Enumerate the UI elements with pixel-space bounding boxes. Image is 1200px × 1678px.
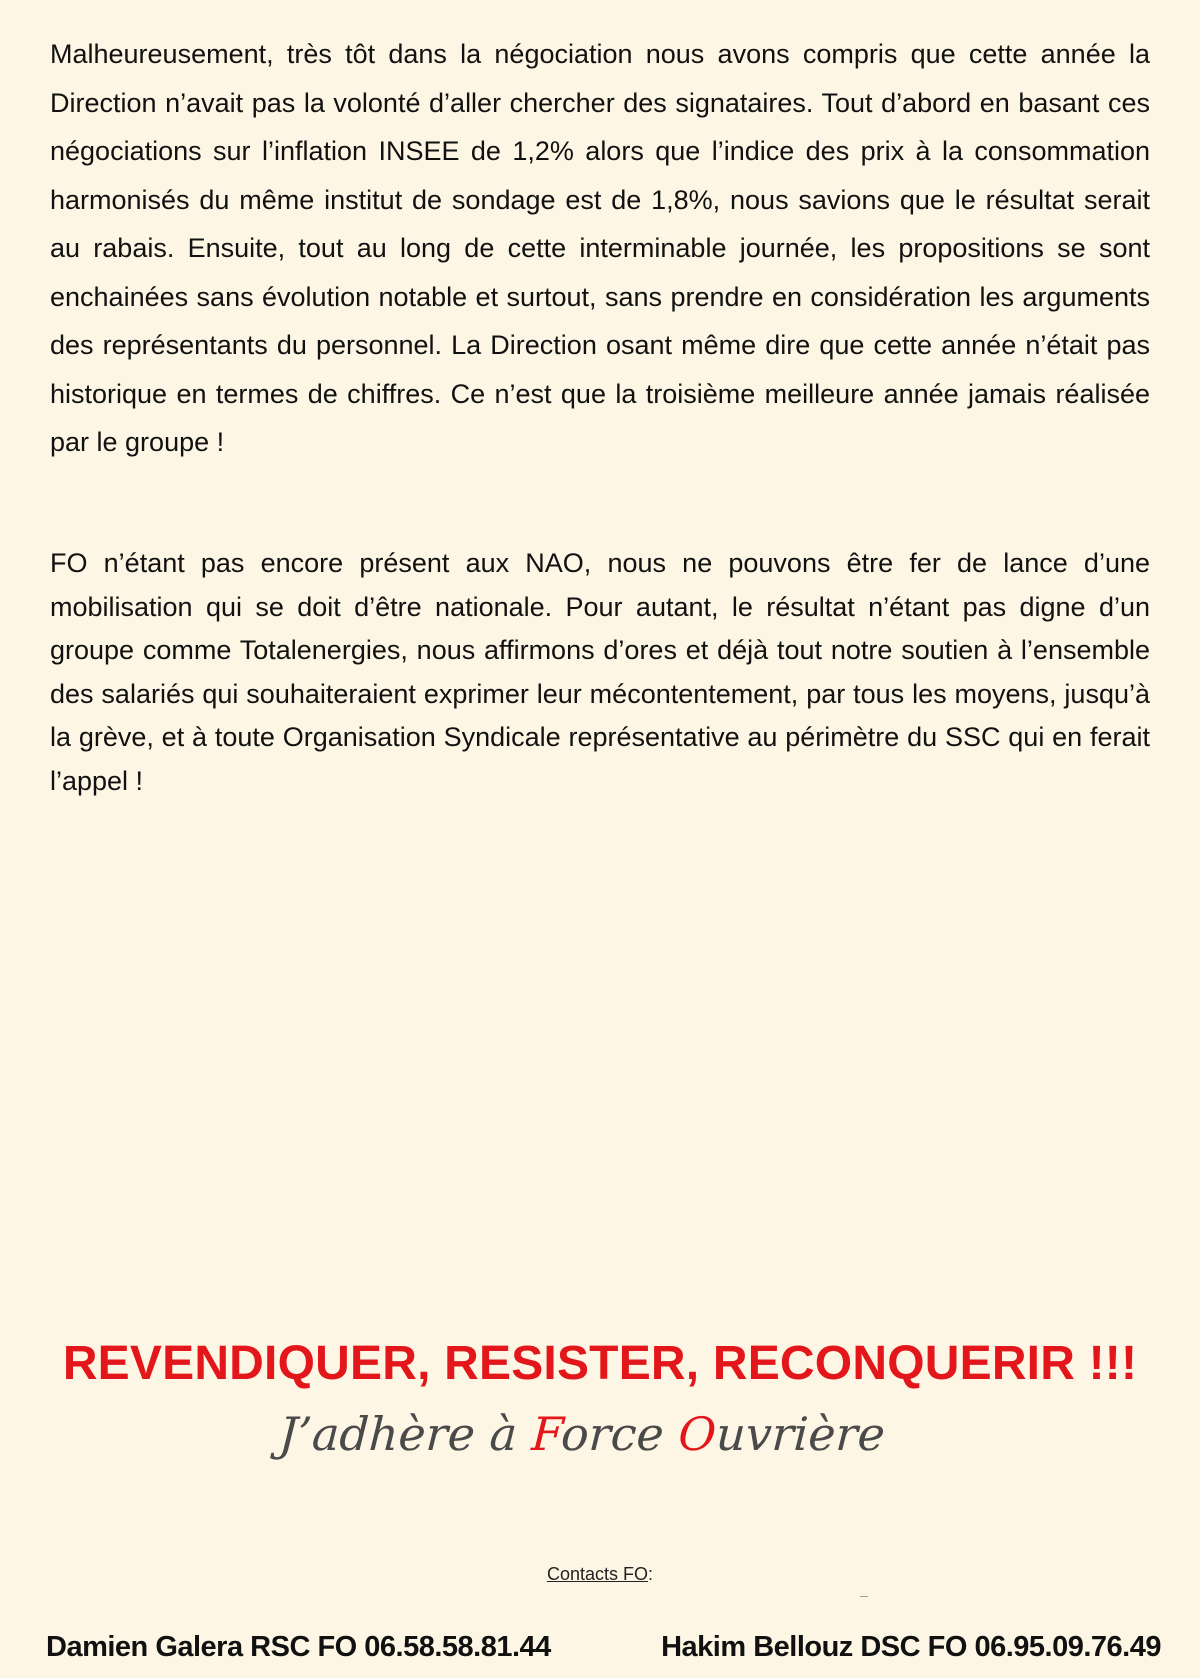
decorative-dash [860, 1596, 868, 1597]
tagline-part-2: orce [559, 1407, 680, 1461]
tagline-part-1: J’adhère à [277, 1407, 534, 1461]
tagline-join-fo [0, 1404, 1184, 1464]
contact-damien-galera: Damien Galera RSC FO 06.58.58.81.44 [46, 1631, 551, 1663]
tagline-letter-o: O [677, 1407, 718, 1461]
contacts-label-colon: : [648, 1564, 654, 1584]
contacts-label-text: Contacts FO [546, 1564, 648, 1584]
contact-hakim-bellouz: Hakim Bellouz DSC FO 06.95.09.76.49 [661, 1631, 1161, 1663]
tagline-part-3: uvrière [714, 1407, 887, 1461]
paragraph-negotiation: Malheureusement, très tôt dans la négociation nous avons compris que cette année la Direction n’avait pas la volonté d’aller chercher des signataires. Tout d’abord en basant ces négociations sur l’inflation INSEE de 1,2% alors que l’indice des prix à la consommation harmonisés du même institut de sondage est de 1,8%, nous savions que le résultat serait au rabais. Ensuite, tout au long de cette interminable journée, les propositions se sont enchainées sans évolution notable et surtout, sans prendre en considération les arguments des représentants du personnel. La Direction osant même dire que cette année n’était pas historique en termes de chiffres. Ce n’est que la troisième meilleure année jamais réalisée par le groupe ! [50, 39, 1150, 457]
slogan-headline: REVENDIQUER, RESISTER, RECONQUERIR !!! [62, 1337, 1138, 1390]
contacts-heading [0, 1562, 1200, 1586]
contacts-line [46, 1627, 1161, 1667]
paragraph-mobilisation: FO n’étant pas encore présent aux NAO, nous ne pouvons être fer de lance d’une mobilisation qui se doit d’être nationale. Pour autant, le résultat n’étant pas digne d’un groupe comme Totalenergies, nous affirmons d’ores et déjà tout notre soutien à l’ensemble des salariés qui souhaiteraient exprimer leur mécontentement, par tous les moyens, jusqu’à la grève, et à toute Organisation Syndicale représentative au périmètre du SSC qui en ferait l’appel ! [50, 548, 1150, 796]
tagline-letter-f: F [530, 1407, 563, 1461]
